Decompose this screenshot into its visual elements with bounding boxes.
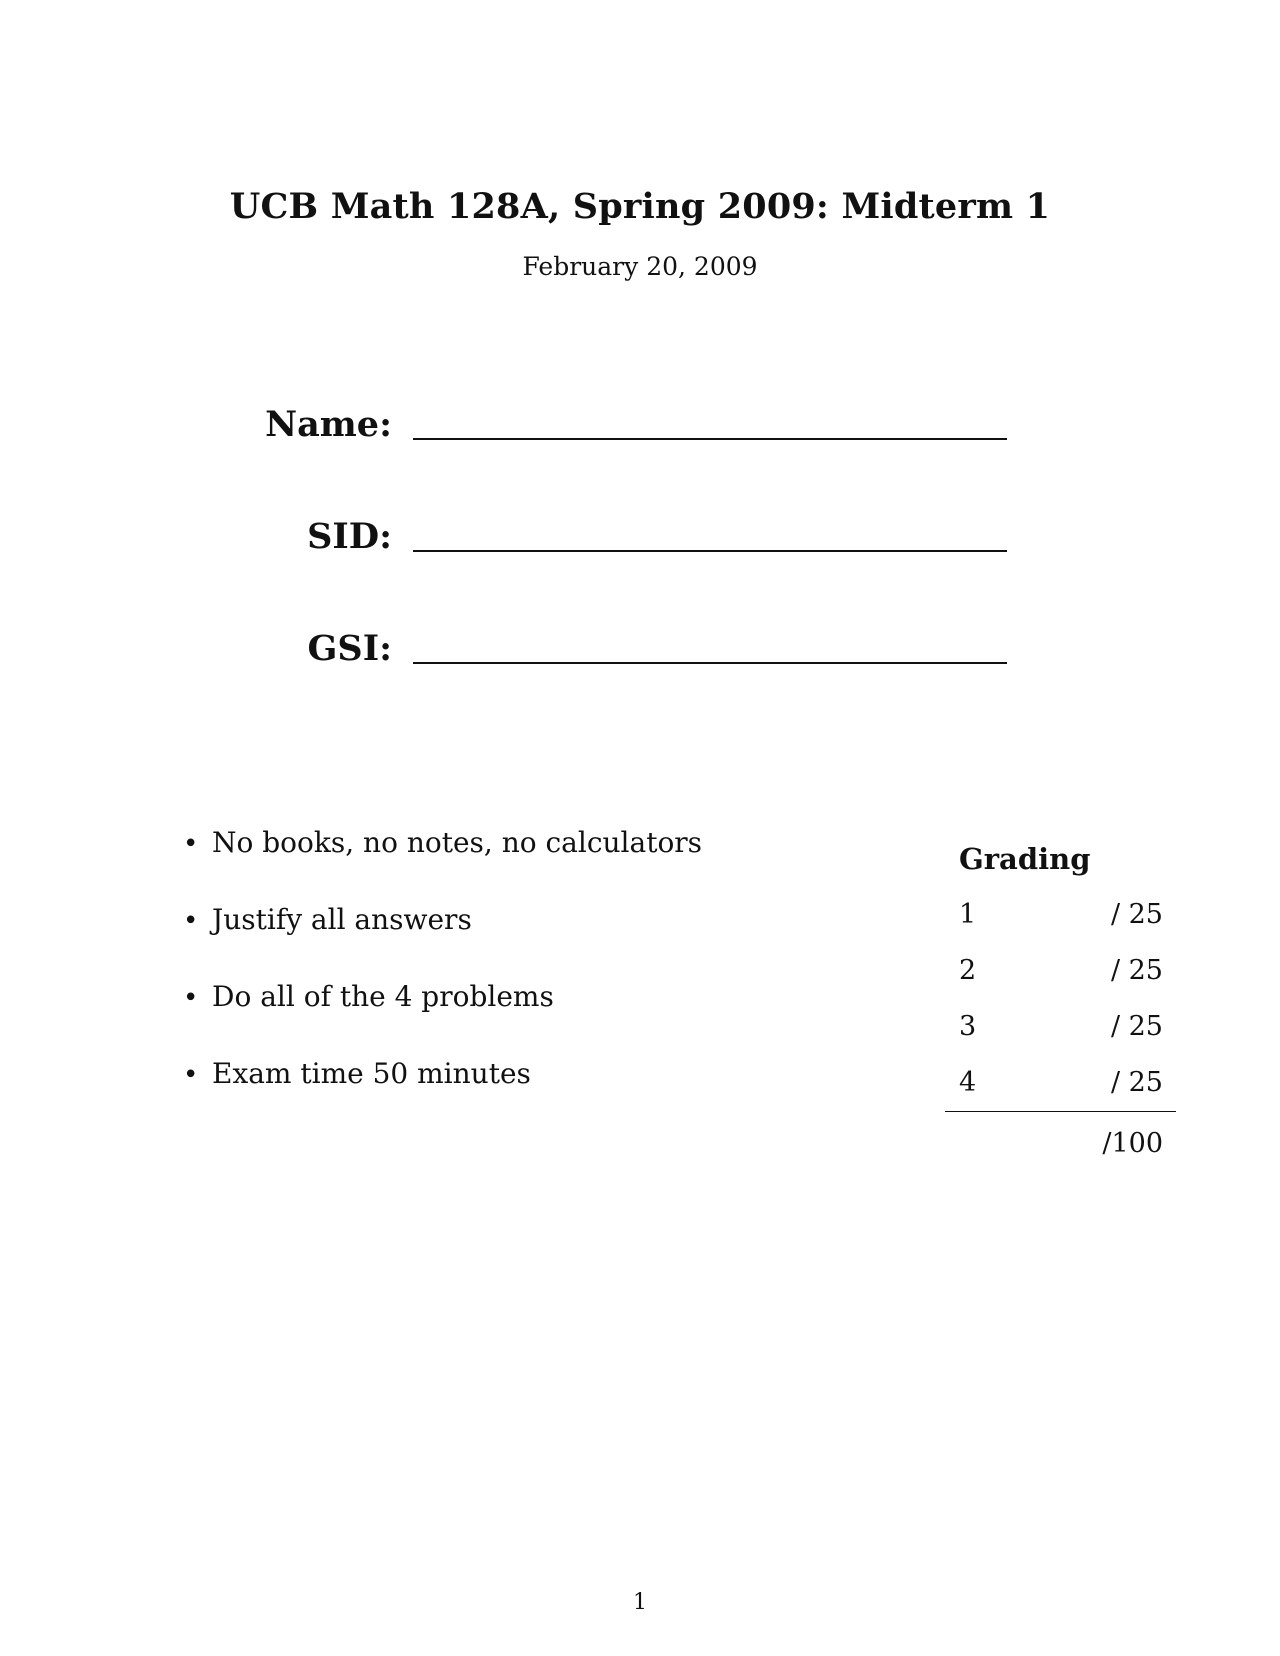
bullet-icon: • <box>183 1060 199 1090</box>
name-label: Name: <box>265 404 392 445</box>
grading-problem-number: 1 <box>959 899 977 930</box>
sid-field-line[interactable] <box>413 550 1007 552</box>
grading-problem-number: 4 <box>959 1067 977 1098</box>
sid-label: SID: <box>307 516 392 557</box>
instruction-text: Exam time 50 minutes <box>212 1057 531 1090</box>
grading-problem-max: / 25 <box>1110 899 1163 930</box>
grading-problem-number: 3 <box>959 1011 977 1042</box>
gsi-label: GSI: <box>307 628 392 669</box>
grading-problem-number: 2 <box>959 955 977 986</box>
grading-problem-max: / 25 <box>1110 1067 1163 1098</box>
instruction-text: Justify all answers <box>212 903 472 936</box>
page-number: 1 <box>633 1590 647 1615</box>
bullet-icon: • <box>183 829 199 859</box>
instruction-item <box>183 903 472 936</box>
grading-title: Grading <box>959 842 1091 876</box>
instruction-item <box>183 1057 531 1090</box>
gsi-field-line[interactable] <box>413 662 1007 664</box>
name-field-line[interactable] <box>413 438 1007 440</box>
grading-total: /100 <box>1102 1128 1163 1159</box>
grading-problem-max: / 25 <box>1110 955 1163 986</box>
instruction-item <box>183 980 554 1013</box>
exam-title: UCB Math 128A, Spring 2009: Midterm 1 <box>229 186 1051 227</box>
grading-problem-max: / 25 <box>1110 1011 1163 1042</box>
instruction-text: No books, no notes, no calculators <box>212 826 703 859</box>
instruction-item <box>183 826 702 859</box>
bullet-icon: • <box>183 983 199 1013</box>
bullet-icon: • <box>183 906 199 936</box>
instruction-text: Do all of the 4 problems <box>212 980 554 1013</box>
grading-total-rule <box>945 1111 1176 1112</box>
exam-date: February 20, 2009 <box>522 252 758 281</box>
